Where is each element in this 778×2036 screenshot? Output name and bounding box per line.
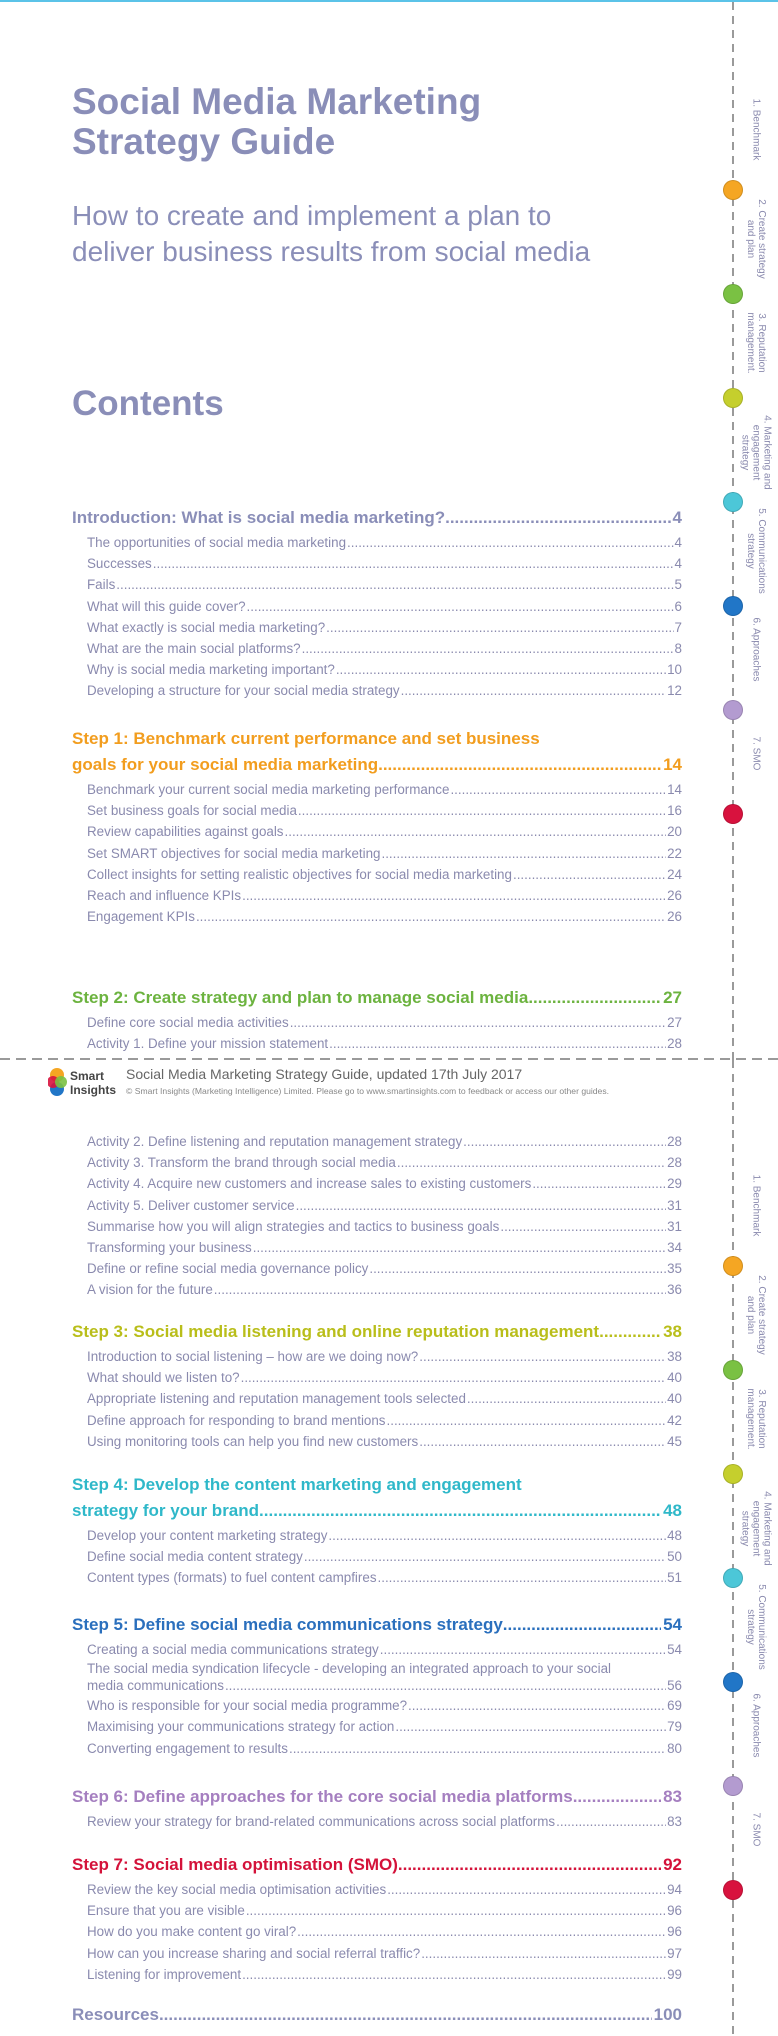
toc-entry-page: 69 bbox=[667, 1698, 682, 1714]
toc-entry-title: Appropriate listening and reputation management tools selected bbox=[87, 1391, 466, 1407]
toc-entry-title: Benchmark your current social media marketing performance bbox=[87, 782, 450, 797]
toc-entry-title: Successes bbox=[87, 556, 152, 572]
dot-leader bbox=[381, 843, 666, 864]
toc-entry[interactable] bbox=[72, 1716, 682, 1737]
document-title: Social Media Marketing Strategy Guide bbox=[72, 81, 482, 162]
toc-entry-page: 24 bbox=[667, 866, 682, 882]
toc-entry-title: How can you increase sharing and social referral traffic? bbox=[87, 1945, 421, 1961]
dot-leader bbox=[285, 821, 667, 842]
toc-entry[interactable] bbox=[72, 906, 682, 927]
footer-note: © Smart Insights (Marketing Intelligence) Limited. Please go to www.smartinsights.com to feedback or access our other guides. bbox=[126, 1086, 610, 1096]
dot-leader bbox=[408, 1695, 666, 1716]
toc-entry-title: Converting engagement to results bbox=[87, 1740, 288, 1756]
toc-entry-page: 14 bbox=[667, 782, 682, 797]
dot-leader bbox=[380, 1639, 666, 1660]
toc-entry-title: Maximising your communications strategy for action bbox=[87, 1719, 395, 1735]
timeline-label-1: 1. Benchmark bbox=[750, 98, 762, 161]
toc-entry-page: 22 bbox=[667, 845, 682, 861]
toc-entry-title: Fails bbox=[87, 577, 116, 593]
toc-heading-step1[interactable]: goals for your social media marketing ..... 14 bbox=[72, 753, 682, 777]
toc-entry-page: 35 bbox=[667, 1261, 682, 1277]
toc-entry-page: 40 bbox=[667, 1391, 682, 1407]
timeline-label-3: 3. Reputation management. bbox=[745, 312, 767, 374]
toc-entry[interactable]: media communications ..... 56 bbox=[72, 1677, 682, 1695]
toc-entry-title: What exactly is social media marketing? bbox=[87, 619, 326, 635]
toc-entry-title: Set business goals for social media bbox=[87, 803, 297, 819]
toc-entry-page: 79 bbox=[667, 1719, 682, 1735]
timeline-node-1 bbox=[723, 1256, 743, 1276]
toc-entry-title: A vision for the future bbox=[87, 1282, 213, 1298]
dot-leader bbox=[302, 638, 674, 659]
toc-heading-step4-line1[interactable]: Step 4: Develop the content marketing and engagement bbox=[72, 1475, 522, 1494]
toc-entry[interactable] bbox=[72, 1943, 682, 1964]
toc-entry-page: 26 bbox=[667, 909, 682, 925]
timeline-label-6: 6. Approaches bbox=[750, 617, 762, 682]
toc-entry-title: Reach and influence KPIs bbox=[87, 888, 242, 904]
page-footer bbox=[48, 1062, 748, 1108]
timeline-label-2: 2. Create strategy and plan bbox=[745, 1275, 767, 1355]
timeline-node-7 bbox=[723, 1880, 743, 1900]
timeline-label-3: 3. Reputation management. bbox=[745, 1388, 767, 1450]
toc-entry-title: Creating a social media communications strategy bbox=[87, 1642, 379, 1657]
toc-entry-page: 80 bbox=[667, 1740, 682, 1756]
side-timeline bbox=[732, 2, 734, 1060]
dot-leader bbox=[532, 1173, 666, 1194]
toc-section-step7 bbox=[72, 1853, 682, 1985]
toc-entry[interactable] bbox=[72, 1012, 682, 1033]
toc-entry-title: Activity 4. Acquire new customers and increase sales to existing customers bbox=[87, 1176, 532, 1192]
toc-entry[interactable] bbox=[72, 885, 682, 906]
toc-entry-page: 8 bbox=[674, 641, 682, 657]
dot-leader bbox=[296, 1195, 666, 1216]
toc-entry-title: How do you make content go viral? bbox=[87, 1924, 297, 1940]
timeline-label-6: 6. Approaches bbox=[750, 1693, 762, 1758]
dot-leader bbox=[401, 680, 666, 701]
toc-entry-page: 94 bbox=[667, 1882, 682, 1897]
toc-entry-title: Why is social media marketing important? bbox=[87, 662, 335, 678]
toc-heading-step2[interactable]: Step 2: Create strategy and plan to manage social media ..... 27 bbox=[72, 986, 682, 1010]
timeline-label-2: 2. Create strategy and plan bbox=[745, 199, 767, 279]
toc-entry[interactable] bbox=[72, 1410, 682, 1431]
timeline-node-3 bbox=[723, 388, 743, 408]
toc-entry-page: 36 bbox=[667, 1282, 682, 1298]
dot-leader bbox=[419, 1346, 666, 1367]
toc-entry-page: 96 bbox=[667, 1903, 682, 1919]
toc-entry-title: Content types (formats) to fuel content campfires bbox=[87, 1570, 377, 1586]
toc-entry-title: Define or refine social media governance policy bbox=[87, 1261, 369, 1277]
toc-heading-step3[interactable]: Step 3: Social media listening and online reputation management ..... 38 bbox=[72, 1320, 682, 1344]
toc-entry-page: 28 bbox=[667, 1036, 682, 1052]
footer-title: Social Media Marketing Strategy Guide, updated 17th July 2017 bbox=[126, 1066, 523, 1082]
toc-entry-page: 48 bbox=[667, 1528, 682, 1543]
toc-entry-page: 38 bbox=[667, 1349, 682, 1364]
toc-entry-page: 83 bbox=[667, 1814, 682, 1829]
toc-entry-title: Summarise how you will align strategies and tactics to business goals bbox=[87, 1218, 500, 1234]
timeline-node-5 bbox=[723, 1672, 743, 1692]
dot-leader bbox=[450, 779, 666, 800]
toc-entry-title: Introduction to social listening – how are we doing now? bbox=[87, 1349, 419, 1364]
toc-entry-page: 26 bbox=[667, 888, 682, 904]
dot-leader bbox=[247, 596, 674, 617]
toc-entry[interactable] bbox=[72, 659, 682, 680]
toc-entry[interactable] bbox=[72, 1258, 682, 1279]
dot-leader bbox=[241, 1367, 667, 1388]
toc-entry-page: 40 bbox=[667, 1370, 682, 1386]
dot-leader bbox=[395, 1716, 666, 1737]
toc-entry-page: 31 bbox=[667, 1218, 682, 1234]
toc-entry-page: 28 bbox=[667, 1134, 682, 1149]
toc-section-step4 bbox=[72, 1468, 682, 1589]
timeline-node-6 bbox=[723, 1776, 743, 1796]
toc-entry-page: 51 bbox=[667, 1570, 682, 1586]
toc-entry-title: What will this guide cover? bbox=[87, 598, 246, 614]
toc-entry-page: 10 bbox=[667, 662, 682, 678]
toc-entry-page: 99 bbox=[667, 1966, 682, 1982]
dot-leader bbox=[328, 1525, 666, 1546]
toc-entry[interactable] bbox=[72, 1900, 682, 1921]
toc-entry-title: Activity 5. Deliver customer service bbox=[87, 1197, 295, 1213]
timeline-node-1 bbox=[723, 180, 743, 200]
timeline-label-4: 4. Marketing and engagement strategy bbox=[739, 1491, 773, 1566]
timeline-label-7: 7. SMO bbox=[750, 1812, 762, 1847]
toc-entry-page: 16 bbox=[667, 803, 682, 819]
toc-entry-page: 97 bbox=[667, 1945, 682, 1961]
toc-section-step2 bbox=[72, 986, 682, 1054]
toc-entry[interactable] bbox=[72, 1152, 682, 1173]
toc-entry[interactable] bbox=[72, 532, 682, 553]
toc-entry[interactable] bbox=[72, 843, 682, 864]
toc-entry[interactable] bbox=[72, 1431, 682, 1452]
contents-heading: Contents bbox=[72, 384, 224, 423]
toc-entry-page: 27 bbox=[667, 1015, 682, 1030]
toc-entry[interactable] bbox=[72, 1388, 682, 1409]
dot-leader bbox=[297, 1921, 666, 1942]
toc-entry[interactable] bbox=[72, 1811, 682, 1832]
toc-entry[interactable]: The social media syndication lifecycle - developing an integrated approach to your social bbox=[87, 1661, 612, 1677]
toc-entry[interactable] bbox=[72, 1346, 682, 1367]
svg-text:Insights: Insights bbox=[70, 1083, 117, 1097]
toc-section-step6 bbox=[72, 1785, 682, 1832]
dot-leader bbox=[246, 1900, 666, 1921]
toc-entry[interactable] bbox=[72, 553, 682, 574]
timeline-node-7 bbox=[723, 804, 743, 824]
toc-entry[interactable] bbox=[72, 1921, 682, 1942]
toc-entry[interactable] bbox=[72, 1367, 682, 1388]
timeline-label-5: 5. Communications strategy bbox=[745, 508, 767, 594]
toc-entry-title: Activity 2. Define listening and reputation management strategy bbox=[87, 1134, 463, 1149]
toc-entry-title: Activity 3. Transform the brand through social media bbox=[87, 1155, 396, 1171]
toc-entry[interactable] bbox=[72, 596, 682, 617]
toc-entry[interactable] bbox=[72, 638, 682, 659]
toc-entry[interactable] bbox=[72, 1879, 682, 1900]
toc-entry[interactable] bbox=[72, 1131, 682, 1152]
timeline-node-2 bbox=[723, 1360, 743, 1380]
document-subtitle: How to create and implement a plan to deliver business results from social media bbox=[72, 200, 591, 267]
toc-heading-step7[interactable]: Step 7: Social media optimisation (SMO) ..... 92 bbox=[72, 1853, 682, 1877]
toc-entry[interactable] bbox=[72, 1639, 682, 1660]
dot-leader bbox=[467, 1388, 666, 1409]
toc-entry[interactable] bbox=[72, 617, 682, 638]
timeline-label-5: 5. Communications strategy bbox=[745, 1584, 767, 1670]
toc-entry-title: Who is responsible for your social media programme? bbox=[87, 1698, 408, 1714]
dot-leader bbox=[397, 1152, 666, 1173]
toc-entry-page: 5 bbox=[674, 577, 682, 593]
toc-section-intro bbox=[72, 506, 682, 702]
toc-entry-title: The opportunities of social media marketing bbox=[87, 535, 347, 550]
toc-entry[interactable] bbox=[72, 1695, 682, 1716]
smart-insights-logo bbox=[48, 1066, 120, 1100]
timeline-label-1: 1. Benchmark bbox=[750, 1174, 762, 1237]
timeline-node-3 bbox=[723, 1464, 743, 1484]
dot-leader bbox=[419, 1431, 666, 1452]
toc-entry-title: Develop your content marketing strategy bbox=[87, 1528, 328, 1543]
toc-entry-page: 45 bbox=[667, 1433, 682, 1449]
dot-leader bbox=[378, 1567, 667, 1588]
toc-entry-title: Activity 1. Define your mission statement bbox=[87, 1036, 329, 1052]
toc-entry[interactable] bbox=[72, 680, 682, 701]
dot-leader bbox=[421, 1943, 666, 1964]
toc-entry-title: Review your strategy for brand-related communications across social platforms bbox=[87, 1814, 556, 1829]
toc-heading-step5[interactable]: Step 5: Define social media communications strategy ..... 54 bbox=[72, 1613, 682, 1637]
dot-leader bbox=[347, 532, 674, 553]
toc-entry[interactable] bbox=[72, 1279, 682, 1300]
dot-leader bbox=[253, 1237, 666, 1258]
dot-leader bbox=[116, 574, 673, 595]
toc-heading-step4[interactable]: strategy for your brand ..... 48 bbox=[72, 1499, 682, 1523]
toc-heading-resources[interactable]: Resources ..... 100 bbox=[72, 2003, 682, 2027]
toc-entry-title: Define social media content strategy bbox=[87, 1549, 303, 1565]
dot-leader bbox=[513, 864, 666, 885]
toc-entry-title: Listening for improvement bbox=[87, 1966, 242, 1982]
toc-entry[interactable] bbox=[72, 800, 682, 821]
toc-entry-page: 4 bbox=[674, 535, 682, 550]
dot-leader bbox=[463, 1131, 666, 1152]
toc-entry[interactable] bbox=[72, 1964, 682, 1985]
dot-leader bbox=[196, 906, 666, 927]
toc-entry[interactable] bbox=[72, 1216, 682, 1237]
toc-entry-title: Using monitoring tools can help you find new customers bbox=[87, 1433, 419, 1449]
toc-entry[interactable] bbox=[72, 1033, 682, 1054]
dot-leader bbox=[290, 1012, 666, 1033]
toc-entry-title: Ensure that you are visible bbox=[87, 1903, 245, 1919]
toc-heading-step6[interactable]: Step 6: Define approaches for the core social media platforms ..... 83 bbox=[72, 1785, 682, 1809]
toc-entry-title: Developing a structure for your social media strategy bbox=[87, 683, 400, 699]
toc-entry[interactable] bbox=[72, 1237, 682, 1258]
dot-leader bbox=[298, 800, 666, 821]
toc-entry-page: 4 bbox=[674, 556, 682, 572]
toc-entry-title: Review capabilities against goals bbox=[87, 824, 284, 840]
toc-section-step5 bbox=[72, 1613, 682, 1759]
svg-text:Smart: Smart bbox=[70, 1069, 105, 1083]
dot-leader bbox=[336, 659, 666, 680]
toc-entry-title: Define core social media activities bbox=[87, 1015, 289, 1030]
toc-entry[interactable] bbox=[72, 864, 682, 885]
toc-entry-page: 42 bbox=[667, 1412, 682, 1428]
toc-entry-title: Review the key social media optimisation activities bbox=[87, 1882, 387, 1897]
toc-section-resources bbox=[72, 2003, 682, 2029]
toc-heading-step1-line1[interactable]: Step 1: Benchmark current performance and set business bbox=[72, 729, 540, 748]
toc-entry-title: Transforming your business bbox=[87, 1240, 252, 1256]
dot-leader bbox=[329, 1033, 666, 1054]
toc-entry-page: 29 bbox=[667, 1176, 682, 1192]
dot-leader bbox=[289, 1738, 666, 1759]
toc-entry-page: 6 bbox=[674, 598, 682, 614]
dot-leader bbox=[326, 617, 673, 638]
toc-entry[interactable] bbox=[72, 779, 682, 800]
dot-leader bbox=[387, 1879, 666, 1900]
dot-leader bbox=[242, 885, 666, 906]
toc-heading-intro[interactable]: Introduction: What is social media marketing? ..... 4 bbox=[72, 506, 682, 530]
toc-entry[interactable] bbox=[72, 1546, 682, 1567]
dot-leader bbox=[387, 1410, 667, 1431]
toc-entry[interactable] bbox=[72, 1738, 682, 1759]
toc-entry-page: 12 bbox=[667, 683, 682, 699]
toc-entry-page: 20 bbox=[667, 824, 682, 840]
toc-section-step3 bbox=[72, 1320, 682, 1452]
timeline-label-7: 7. SMO bbox=[750, 736, 762, 771]
toc-entry[interactable] bbox=[72, 821, 682, 842]
toc-entry-title: Define approach for responding to brand mentions bbox=[87, 1412, 386, 1428]
toc-entry-page: 34 bbox=[667, 1240, 682, 1256]
toc-entry[interactable] bbox=[72, 1195, 682, 1216]
toc-entry[interactable] bbox=[72, 1525, 682, 1546]
toc-entry-page: 50 bbox=[667, 1549, 682, 1565]
toc-entry-page: 31 bbox=[667, 1197, 682, 1213]
toc-entry-page: 7 bbox=[674, 619, 682, 635]
dot-leader bbox=[214, 1279, 666, 1300]
dot-leader bbox=[556, 1811, 666, 1832]
toc-entry-title: What should we listen to? bbox=[87, 1370, 240, 1386]
dot-leader bbox=[304, 1546, 666, 1567]
timeline-label-4: 4. Marketing and engagement strategy bbox=[739, 415, 773, 490]
toc-entry-page: 28 bbox=[667, 1155, 682, 1171]
toc-entry[interactable] bbox=[72, 574, 682, 595]
toc-section-step2-cont bbox=[72, 1131, 682, 1301]
dot-leader bbox=[242, 1964, 666, 1985]
toc-entry[interactable] bbox=[72, 1567, 682, 1588]
timeline-node-6 bbox=[723, 700, 743, 720]
dot-leader bbox=[500, 1216, 666, 1237]
toc-entry-page: 96 bbox=[667, 1924, 682, 1940]
dot-leader bbox=[369, 1258, 666, 1279]
toc-section-step1 bbox=[72, 722, 682, 927]
toc-entry-title: Collect insights for setting realistic objectives for social media marketing bbox=[87, 866, 512, 882]
timeline-node-2 bbox=[723, 284, 743, 304]
toc-entry[interactable] bbox=[72, 1173, 682, 1194]
toc-entry-title: Engagement KPIs bbox=[87, 909, 195, 925]
timeline-node-5 bbox=[723, 596, 743, 616]
toc-entry-title: What are the main social platforms? bbox=[87, 641, 301, 657]
toc-entry-page: 54 bbox=[667, 1642, 682, 1657]
dot-leader bbox=[153, 553, 674, 574]
toc-entry-title: Set SMART objectives for social media marketing bbox=[87, 845, 381, 861]
